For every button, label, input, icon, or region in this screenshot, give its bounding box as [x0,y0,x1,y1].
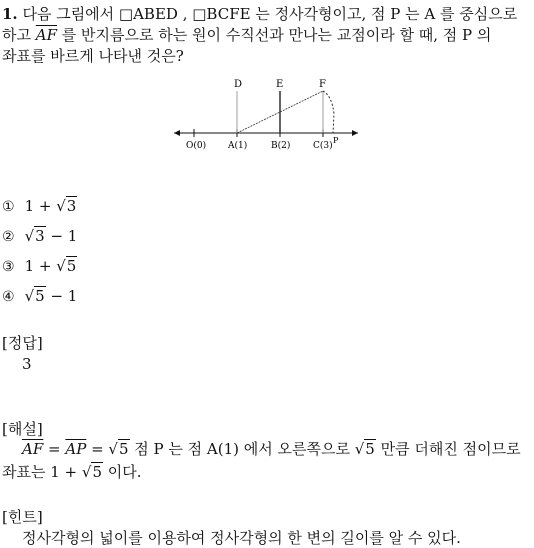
label-a: A(1) [228,141,248,151]
radicand: 5 [66,257,77,275]
answer-label: [정답] [2,334,43,352]
radicand: 5 [365,440,375,458]
choice-mark: ① [2,199,15,215]
radicand: 5 [118,440,129,458]
label-d: D [234,79,243,90]
number-line-figure [172,76,362,156]
radicand: 3 [35,227,45,245]
question-text-2b: 를 반지름으로 하는 원이 수직선과 만나는 교점이라 할 때, 점 P 의 [61,26,492,44]
question-number: 1. [2,5,18,23]
choice-post: − 1 [45,287,78,305]
choice-1[interactable] [2,196,77,217]
sqrt-symbol: √5 [56,257,77,275]
sqrt-symbol: √3 [24,227,45,245]
choice-mark: ③ [2,259,15,275]
choice-3[interactable] [2,256,77,277]
sqrt-symbol: √3 [56,197,77,215]
choice-mark: ② [2,229,15,245]
explanation-text-2: 만큼 더해진 점이므로 [375,440,521,458]
label-c: C(3) [313,141,333,151]
radicand: 3 [66,197,77,215]
label-e: E [276,79,284,90]
choice-4[interactable] [2,286,77,307]
label-f: F [319,79,326,90]
explanation-line-2 [2,461,142,482]
label-p: P [333,136,339,145]
explanation-label: [해설] [2,420,43,438]
label-o: O(0) [186,141,207,151]
question-line-2 [2,25,491,45]
radicand: 5 [35,287,45,305]
question-text-2a: 하고 [2,26,31,44]
sqrt-symbol: √5 [354,440,375,458]
choice-pre: 1 + [24,257,57,275]
question-text-3: 좌표를 바르게 나타낸 것은? [2,47,184,65]
segment-ap: $\overline{AP}$ [65,440,87,458]
explanation-text-4: 이다. [103,463,142,481]
equals: = [86,440,109,458]
sqrt-symbol: √5 [24,287,45,305]
choice-2[interactable] [2,226,77,247]
explanation-text-3: 좌표는 1 + [2,463,82,481]
question-line-3 [2,46,184,66]
equals: = [43,440,66,458]
choice-mark: ④ [2,289,15,305]
hint-text: 정사각형의 넓이를 이용하여 정사각형의 한 변의 길이를 알 수 있다. [22,529,461,547]
choice-post: − 1 [45,227,78,245]
hint-label: [힌트] [2,508,43,526]
label-b: B(2) [271,141,291,151]
choice-pre: 1 + [24,197,57,215]
left-arrow-icon [174,130,180,136]
sqrt-symbol: √5 [108,440,129,458]
question-line-1 [2,4,517,24]
explanation-text-1: 점 P 는 점 A(1) 에서 오른쪽으로 [129,440,355,458]
radicand: 5 [92,463,102,481]
answer-value: 3 [22,355,32,373]
explanation-line-1 [22,438,521,459]
segment-af: $\overline{AF}$ [35,26,58,44]
sqrt-symbol: √5 [81,463,102,481]
arc-fp [323,91,334,133]
segment-af: $\overline{AF}$ [22,440,44,458]
right-arrow-icon [352,130,358,136]
question-text-1: 다음 그림에서 □ABED , □BCFE 는 정사각형이고, 점 P 는 A 를 중심으로 [22,5,518,23]
